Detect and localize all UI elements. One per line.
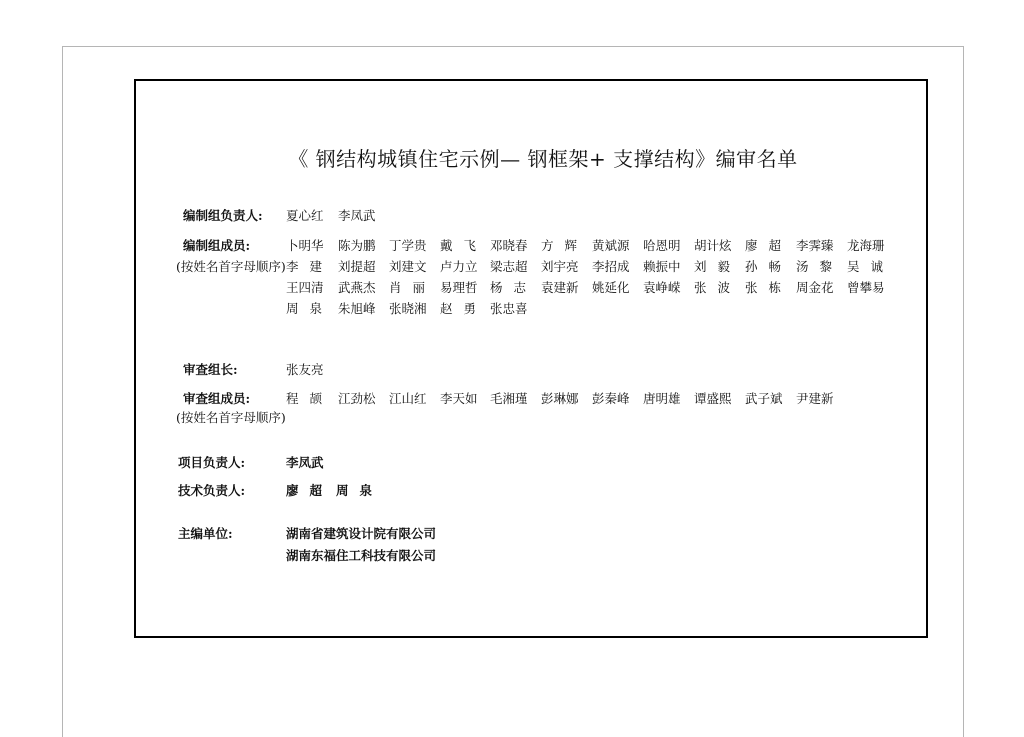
review-member-name: 江山红 [389,391,427,406]
compile-member-name: 肖 丽 [389,280,425,295]
compile-members-note: (按姓名首字母顺序) [176,259,286,274]
review-members-label: 审查组成员: [183,391,251,406]
compile-member-name: 刘提超 [338,259,376,274]
compile-member-name: 吴 诚 [847,259,883,274]
review-member-name: 彭琳娜 [541,391,579,406]
compile-member-name: 邓晓春 [490,238,528,253]
compile-member-name: 卢力立 [440,259,478,274]
review-member-name: 谭盛熙 [694,391,732,406]
compile-member-name: 汤 黎 [796,259,832,274]
compile-member-name: 曾攀易 [847,280,885,295]
compile-member-name: 王四清 [286,280,324,295]
compile-member-name: 黄斌源 [592,238,630,253]
compile-leader-label: 编制组负责人: [183,208,263,223]
compile-member-name: 赖振中 [643,259,681,274]
review-member-name: 尹建新 [796,391,834,406]
compile-leader-name: 夏心红 [286,208,324,223]
compile-member-name: 李 建 [286,259,322,274]
compile-member-name: 孙 畅 [745,259,781,274]
review-members-note: (按姓名首字母顺序) [176,410,286,425]
compile-member-name: 陈为鹏 [338,238,376,253]
compile-member-name: 梁志超 [490,259,528,274]
compile-member-name: 周 泉 [286,301,322,316]
compile-member-name: 李招成 [592,259,630,274]
compile-member-name: 卜明华 [286,238,324,253]
review-member-name: 武子斌 [745,391,783,406]
tech-leader-name: 廖 超 [286,483,322,498]
tech-leader-name: 周 泉 [336,483,372,498]
compile-leader-name: 李凤武 [338,208,376,223]
compile-member-name: 易理哲 [440,280,478,295]
review-member-name: 唐明雄 [643,391,681,406]
project-leader-name: 李凤武 [286,455,324,470]
compile-member-name: 李霁臻 [796,238,834,253]
compile-member-name: 张忠喜 [490,301,528,316]
project-leader-label: 项目负责人: [178,455,246,470]
compile-member-name: 刘建文 [389,259,427,274]
compile-member-name: 戴 飞 [440,238,476,253]
compile-member-name: 张 栋 [745,280,781,295]
chief-unit-org: 湖南省建筑设计院有限公司 [286,526,437,541]
compile-member-name: 哈恩明 [643,238,681,253]
review-leader-label: 审查组长: [183,362,238,377]
chief-unit-label: 主编单位: [178,526,233,541]
compile-member-name: 袁建新 [541,280,579,295]
compile-member-name: 袁峥嵘 [643,280,681,295]
document-title: 《 钢结构城镇住宅示例— 钢框架+ 支撑结构》编审名单 [288,147,798,171]
compile-member-name: 廖 超 [745,238,781,253]
review-member-name: 江劲松 [338,391,376,406]
compile-member-name: 张晓湘 [389,301,427,316]
compile-member-name: 武燕杰 [338,280,376,295]
chief-unit-org: 湖南东福住工科技有限公司 [286,548,437,563]
compile-member-name: 丁学贵 [389,238,427,253]
compile-member-name: 杨 志 [490,280,526,295]
review-member-name: 李天如 [440,391,478,406]
tech-leader-label: 技术负责人: [178,483,246,498]
compile-member-name: 龙海珊 [847,238,885,253]
review-member-name: 程 颉 [286,391,322,406]
review-leader-name: 张友亮 [286,362,324,377]
compile-member-name: 张 波 [694,280,730,295]
review-member-name: 彭秦峰 [592,391,630,406]
compile-member-name: 周金花 [796,280,834,295]
compile-members-label: 编制组成员: [183,238,251,253]
compile-member-name: 方 辉 [541,238,577,253]
compile-member-name: 刘宇亮 [541,259,579,274]
compile-member-name: 赵 勇 [440,301,476,316]
compile-member-name: 胡计炫 [694,238,732,253]
compile-member-name: 姚延化 [592,280,630,295]
compile-member-name: 朱旭峰 [338,301,376,316]
compile-member-name: 刘 毅 [694,259,730,274]
review-member-name: 毛湘瑾 [490,391,528,406]
